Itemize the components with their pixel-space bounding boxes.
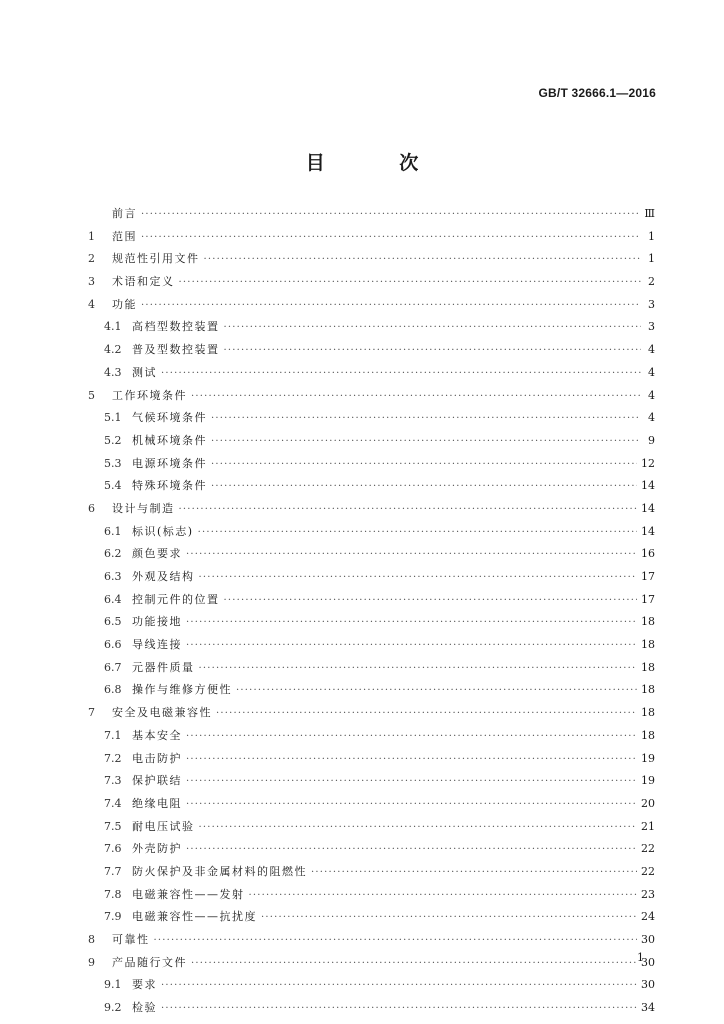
toc-dot-leader xyxy=(199,572,638,583)
page-title: 目 次 xyxy=(305,152,453,174)
toc-dot-leader xyxy=(211,481,637,492)
toc-entry-label: 颜色要求 xyxy=(132,547,182,561)
toc-dot-leader xyxy=(186,776,637,787)
toc-entry xyxy=(88,387,655,410)
toc-entry-label: 电源环境条件 xyxy=(132,456,207,470)
toc-dot-leader xyxy=(249,890,638,901)
toc-entry-page: Ⅲ xyxy=(644,207,655,220)
toc-entry-label: 可靠性 xyxy=(112,933,150,946)
toc-entry-page: 18 xyxy=(641,615,655,629)
toc-dot-leader xyxy=(186,640,637,651)
toc-dot-leader xyxy=(141,209,640,220)
toc-entry xyxy=(88,205,655,228)
toc-entry-label: 控制元件的位置 xyxy=(132,592,220,606)
toc-entry-page: 17 xyxy=(641,570,655,583)
toc-entry-page: 1 xyxy=(648,252,655,266)
toc-entry xyxy=(88,954,655,977)
toc-entry-page: 18 xyxy=(641,660,655,674)
toc-dot-leader xyxy=(191,391,641,402)
toc-entry-number: 5.3 xyxy=(104,456,122,470)
toc-entry xyxy=(88,409,655,432)
toc-entry-page: 16 xyxy=(641,547,655,561)
toc-entry-number: 6 xyxy=(88,501,95,515)
toc-entry-number: 7 xyxy=(88,706,95,720)
toc-entry-label: 基本安全 xyxy=(132,728,182,742)
toc-entry-page: 4 xyxy=(648,388,655,402)
toc-entry xyxy=(88,681,655,704)
toc-entry-label: 普及型数控装置 xyxy=(132,343,220,357)
toc-entry-page: 4 xyxy=(648,365,655,379)
toc-entry-page: 30 xyxy=(641,933,655,946)
toc-dot-leader xyxy=(191,958,637,969)
toc-entry xyxy=(88,636,655,659)
toc-entry-page: 30 xyxy=(641,978,655,992)
toc-entry-label: 测试 xyxy=(132,365,157,379)
toc-dot-leader xyxy=(224,595,638,606)
toc-entry xyxy=(88,500,655,523)
toc-entry-page: 9 xyxy=(648,433,655,447)
toc-entry xyxy=(88,523,655,546)
toc-entry-label: 电磁兼容性——抗扰度 xyxy=(132,910,257,924)
toc-entry xyxy=(88,886,655,909)
toc-entry-page: 24 xyxy=(641,910,655,924)
toc-entry-label: 外壳防护 xyxy=(132,842,182,856)
toc-entry xyxy=(88,908,655,931)
toc-entry xyxy=(88,795,655,818)
toc-dot-leader xyxy=(179,277,642,288)
toc-entry xyxy=(88,704,655,727)
toc-entry-number: 6.5 xyxy=(104,615,122,629)
toc-dot-leader xyxy=(186,617,637,628)
toc-entry-number: 7.5 xyxy=(104,819,122,833)
toc-entry-page: 4 xyxy=(648,411,655,425)
toc-dot-leader xyxy=(204,254,642,265)
toc-entry-label: 操作与维修方便性 xyxy=(132,683,232,697)
toc-entry-number: 4.2 xyxy=(104,343,122,357)
toc-entry-label: 标识(标志) xyxy=(132,524,194,538)
toc-entry-label: 导线连接 xyxy=(132,638,182,652)
toc-entry-page: 21 xyxy=(641,819,655,833)
toc-entry-page: 18 xyxy=(641,706,655,720)
toc-entry-label: 特殊环境条件 xyxy=(132,479,207,493)
toc-entry-label: 绝缘电阻 xyxy=(132,796,182,810)
toc-entry-page: 17 xyxy=(641,592,655,606)
toc-entry xyxy=(88,364,655,387)
toc-entry xyxy=(88,999,655,1022)
toc-entry-label: 外观及结构 xyxy=(132,570,195,583)
toc-entry xyxy=(88,976,655,999)
toc-entry-number: 9.1 xyxy=(104,978,122,992)
toc-entry-label: 功能接地 xyxy=(132,615,182,629)
toc-entry xyxy=(88,727,655,750)
toc-entry xyxy=(88,613,655,636)
toc-entry-page: 22 xyxy=(641,864,655,878)
toc-entry-number: 9.2 xyxy=(104,1001,122,1015)
toc-entry-number: 6.7 xyxy=(104,660,122,674)
toc-entry xyxy=(88,341,655,364)
toc-entry-number: 7.2 xyxy=(104,751,122,765)
toc-entry-number: 7.3 xyxy=(104,774,122,788)
toc-entry xyxy=(88,318,655,341)
toc-dot-leader xyxy=(161,980,637,991)
toc-entry xyxy=(88,568,655,591)
toc-dot-leader xyxy=(236,685,637,696)
toc-entry-page: 30 xyxy=(641,955,655,969)
toc-entry xyxy=(88,591,655,614)
toc-entry-number: 4 xyxy=(88,297,95,311)
toc-entry-number: 6.3 xyxy=(104,570,122,583)
toc-entry-label: 元器件质量 xyxy=(132,660,195,674)
toc-entry-page: 4 xyxy=(648,343,655,357)
toc-entry xyxy=(88,659,655,682)
toc-dot-leader xyxy=(161,368,641,379)
toc-entry-number: 7.8 xyxy=(104,887,122,901)
toc-dot-leader xyxy=(186,549,637,560)
toc-entry-page: 14 xyxy=(641,501,655,515)
toc-entry xyxy=(88,432,655,455)
toc-entry-label: 工作环境条件 xyxy=(112,388,187,402)
toc-dot-leader xyxy=(224,345,642,356)
standard-code: GB/T 32666.1—2016 xyxy=(538,86,656,100)
toc-entry-page: 14 xyxy=(641,479,655,493)
toc-entry-label: 设计与制造 xyxy=(112,501,175,515)
toc-entry-number: 3 xyxy=(88,275,95,289)
toc-entry-number: 5.2 xyxy=(104,433,122,447)
toc-entry-label: 安全及电磁兼容性 xyxy=(112,706,212,720)
toc-entry xyxy=(88,931,655,954)
toc-dot-leader xyxy=(186,799,637,810)
toc-entry-number: 7.9 xyxy=(104,910,122,924)
toc-entry xyxy=(88,545,655,568)
toc-entry-label: 功能 xyxy=(112,297,137,311)
toc-entry-page: 1 xyxy=(648,229,655,243)
table-of-contents xyxy=(88,205,655,1022)
toc-entry xyxy=(88,477,655,500)
toc-entry xyxy=(88,273,655,296)
toc-dot-leader xyxy=(211,436,641,447)
toc-entry-page: 23 xyxy=(641,887,655,901)
toc-entry-page: 3 xyxy=(648,320,655,334)
toc-entry-number: 6.1 xyxy=(104,524,122,538)
toc-entry-number: 2 xyxy=(88,252,95,266)
toc-entry-page: 2 xyxy=(648,275,655,289)
toc-dot-leader xyxy=(216,708,637,719)
toc-entry-label: 电磁兼容性——发射 xyxy=(132,887,245,901)
toc-entry-number: 8 xyxy=(88,933,95,946)
toc-dot-leader xyxy=(179,504,638,515)
toc-entry-label: 术语和定义 xyxy=(112,275,175,289)
toc-entry-label: 保护联结 xyxy=(132,774,182,788)
toc-entry xyxy=(88,750,655,773)
toc-entry xyxy=(88,772,655,795)
toc-dot-leader xyxy=(141,300,641,311)
toc-entry xyxy=(88,296,655,319)
toc-entry-page: 22 xyxy=(641,842,655,856)
toc-entry-label: 耐电压试验 xyxy=(132,819,195,833)
toc-entry-label: 产品随行文件 xyxy=(112,955,187,969)
toc-entry-page: 3 xyxy=(648,297,655,311)
toc-entry-label: 要求 xyxy=(132,978,157,992)
toc-entry-number: 1 xyxy=(88,229,95,243)
toc-entry xyxy=(88,455,655,478)
toc-entry-number: 6.6 xyxy=(104,638,122,652)
toc-dot-leader xyxy=(161,1003,637,1014)
toc-entry-page: 12 xyxy=(641,456,655,470)
toc-entry-number: 6.4 xyxy=(104,592,122,606)
toc-entry-number: 5 xyxy=(88,388,95,402)
toc-entry-label: 高档型数控装置 xyxy=(132,320,220,334)
toc-entry-page: 19 xyxy=(641,751,655,765)
toc-entry-label: 气候环境条件 xyxy=(132,411,207,425)
toc-dot-leader xyxy=(224,322,642,333)
toc-entry-label: 前言 xyxy=(112,207,137,220)
toc-entry-number: 6.2 xyxy=(104,547,122,561)
toc-entry-number: 7.6 xyxy=(104,842,122,856)
toc-entry xyxy=(88,250,655,273)
toc-entry-number: 4.3 xyxy=(104,365,122,379)
toc-dot-leader xyxy=(186,731,637,742)
toc-entry-page: 14 xyxy=(641,524,655,538)
toc-entry-number: 5.4 xyxy=(104,479,122,493)
toc-entry-label: 防火保护及非金属材料的阻燃性 xyxy=(132,864,307,878)
toc-dot-leader xyxy=(186,754,637,765)
toc-entry-label: 检验 xyxy=(132,1001,157,1015)
toc-entry-page: 18 xyxy=(641,728,655,742)
toc-dot-leader xyxy=(311,867,637,878)
toc-entry xyxy=(88,863,655,886)
toc-entry xyxy=(88,818,655,841)
toc-dot-leader xyxy=(211,459,637,470)
toc-entry-page: 18 xyxy=(641,683,655,697)
toc-entry-label: 电击防护 xyxy=(132,751,182,765)
toc-entry-page: 18 xyxy=(641,638,655,652)
toc-entry-number: 7.4 xyxy=(104,796,122,810)
toc-entry-label: 规范性引用文件 xyxy=(112,252,200,266)
toc-entry-page: 34 xyxy=(641,1001,655,1015)
toc-entry-number: 5.1 xyxy=(104,411,122,425)
toc-dot-leader xyxy=(141,232,641,243)
toc-entry-number: 4.1 xyxy=(104,320,122,334)
toc-dot-leader xyxy=(154,935,638,946)
toc-entry xyxy=(88,228,655,251)
toc-entry xyxy=(88,840,655,863)
toc-dot-leader xyxy=(198,527,637,538)
page-number: 1 xyxy=(637,951,644,964)
toc-entry-number: 7.1 xyxy=(104,728,122,742)
toc-entry-label: 范围 xyxy=(112,229,137,243)
toc-entry-number: 6.8 xyxy=(104,683,122,697)
toc-dot-leader xyxy=(199,663,638,674)
toc-dot-leader xyxy=(186,844,637,855)
toc-entry-page: 19 xyxy=(641,774,655,788)
toc-entry-label: 机械环境条件 xyxy=(132,433,207,447)
toc-entry-page: 20 xyxy=(641,796,655,810)
toc-dot-leader xyxy=(211,413,641,424)
toc-entry-number: 7.7 xyxy=(104,864,122,878)
toc-entry-number: 9 xyxy=(88,955,95,969)
toc-dot-leader xyxy=(261,912,637,923)
toc-dot-leader xyxy=(199,822,638,833)
